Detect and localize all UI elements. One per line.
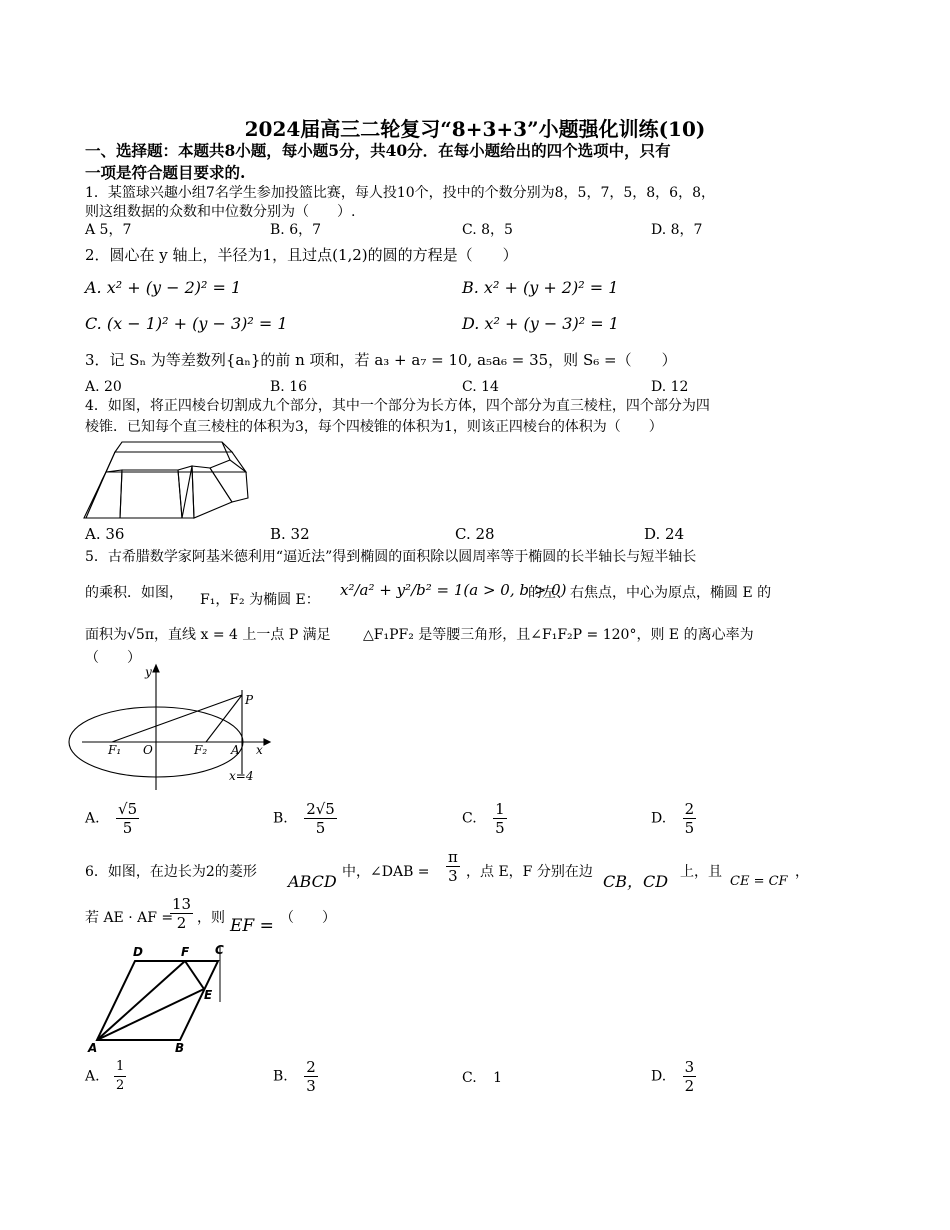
q6-sides: CB，CD <box>603 872 669 891</box>
rhombus-figure <box>85 942 235 1057</box>
q6-option-c-letter: C. <box>462 1070 477 1086</box>
q5-option-b-den: 5 <box>315 819 326 837</box>
q5-option-c-letter: C. <box>462 810 477 827</box>
q6-option-d-num: 3 <box>684 1058 695 1076</box>
q6-rhombus-name: ABCD <box>288 872 337 891</box>
q2-stem: 2．圆心在 y 轴上，半径为1，且过点(1,2)的圆的方程是（ ） <box>85 246 518 264</box>
segment-ae <box>97 989 204 1040</box>
q3-option-b[interactable]: B. 16 <box>270 379 308 395</box>
q6-stem-line2a: 若 AE · AF = <box>85 910 174 926</box>
q1-option-b[interactable]: B. 6，7 <box>270 222 322 238</box>
label-x: x <box>256 743 263 757</box>
q4-stem-line2: 棱锥．已知每个直三棱柱的体积为3，每个四棱锥的体积为1，则该正四棱台的体积为（ ） <box>85 419 663 435</box>
q5-option-b[interactable] <box>273 800 337 837</box>
q6-ef: EF = <box>230 916 274 936</box>
q6-stem-line1a: 6．如图，在边长为2的菱形 <box>85 864 257 880</box>
q3-stem: 3．记 Sₙ 为等差数列{aₙ}的前 n 项和，若 a₃ + a₇ = 10, a₅a₆ = 35，则 S₆ =（ ） <box>85 351 677 369</box>
section-header-line1: 一、选择题：本题共8小题，每小题5分，共40分．在每小题给出的四个选项中，只有 <box>85 141 671 160</box>
label-c: C <box>215 943 224 957</box>
q5-stem-line3b: △F₁PF₂ 是等腰三角形，且∠F₁F₂P = 120°，则 E 的离心率为 <box>363 627 754 643</box>
q6-stem-line1d: ，点 E，F 分别在边 <box>466 864 593 880</box>
q6-option-a-den: 2 <box>116 1078 125 1093</box>
frustum-front-prism <box>120 470 182 518</box>
frustum-left-edge <box>86 472 106 518</box>
label-x-equals-4: x=4 <box>229 769 254 783</box>
segment-fe <box>185 961 204 989</box>
q5-ellipse-equation: x²/a² + y²/b² = 1(a > 0, b > 0) <box>340 581 567 599</box>
q6-angle-num: π <box>448 848 458 866</box>
q1-option-c[interactable]: C. 8，5 <box>462 222 513 238</box>
q4-option-b[interactable]: B. 32 <box>270 525 310 543</box>
label-y: y <box>145 665 152 679</box>
label-e: E <box>204 988 213 1002</box>
frustum-mid-pyramid <box>178 466 194 518</box>
q2-option-c[interactable]: C. (x − 1)² + (y − 3)² = 1 <box>85 314 288 333</box>
q6-option-b-num: 2 <box>306 1058 316 1076</box>
q5-option-d-num: 2 <box>684 800 695 818</box>
label-d: D <box>133 945 143 959</box>
frustum-figure <box>82 440 252 525</box>
q6-angle-den: 3 <box>448 867 458 885</box>
q6-condition: CE = CF <box>730 874 788 889</box>
q6-option-c-value: 1 <box>493 1070 503 1086</box>
q4-option-d[interactable]: D. 24 <box>644 525 685 543</box>
q5-option-c-den: 5 <box>495 819 505 837</box>
q3-option-c[interactable]: C. 14 <box>462 379 499 395</box>
q5-stem-line4: （ ） <box>85 650 141 666</box>
ellipse-figure <box>82 662 272 794</box>
q5-option-a-den: 5 <box>122 819 133 837</box>
q5-option-c-num: 1 <box>495 800 505 818</box>
q1-stem-line2: 则这组数据的众数和中位数分别为（ ）. <box>85 204 356 220</box>
q5-stem-line1: 5．古希腊数学家阿基米德利用“逼近法”得到椭圆的面积除以圆周率等于椭圆的长半轴长与短半轴长 <box>85 549 697 565</box>
q6-option-b-den: 3 <box>306 1077 316 1095</box>
q6-option-d-letter: D. <box>651 1068 667 1085</box>
q5-stem-line3a: 面积为√5π，直线 x = 4 上一点 P 满足 <box>85 627 331 643</box>
q4-option-c[interactable]: C. 28 <box>455 525 495 543</box>
q2-option-b[interactable]: B. x² + (y + 2)² = 1 <box>462 278 619 297</box>
q6-stem-line1h: ， <box>795 864 809 880</box>
q5-option-d-den: 5 <box>684 819 695 837</box>
q4-stem-line1: 4．如图，将正四棱台切割成九个部分，其中一个部分为长方体，四个部分为直三棱柱，四个部分为四 <box>85 398 710 414</box>
q6-stem-line2b: ，则 <box>197 910 225 926</box>
q6-option-b-letter: B. <box>273 1068 288 1085</box>
q6-dot-den: 2 <box>176 914 187 932</box>
segment-af <box>97 961 185 1040</box>
label-a: A <box>88 1041 98 1055</box>
q6-option-a-num: 1 <box>114 1058 126 1077</box>
frustum-top-face <box>115 442 232 452</box>
q6-stem-line1f: 上，且 <box>680 864 722 880</box>
label-o: O <box>143 743 153 757</box>
page-title: 2024届高三二轮复习“8+3+3”小题强化训练(10) <box>244 117 706 141</box>
q5-option-a-letter: A. <box>85 810 100 827</box>
q5-option-b-num: 2√5 <box>306 800 335 818</box>
label-f2: F₂ <box>194 743 208 757</box>
q5-option-a[interactable] <box>85 800 139 837</box>
q5-option-a-num: √5 <box>118 800 138 818</box>
label-f: F <box>181 945 190 959</box>
q2-option-a[interactable]: A. x² + (y − 2)² = 1 <box>85 278 242 297</box>
q5-stem-line2b: F₁，F₂ 为椭圆 E： <box>200 592 320 608</box>
q6-option-d[interactable] <box>651 1058 696 1095</box>
q2-option-d[interactable]: D. x² + (y − 3)² = 1 <box>462 314 619 333</box>
q1-option-a[interactable]: A 5，7 <box>85 222 132 238</box>
label-a: A <box>231 743 240 757</box>
q6-option-a[interactable] <box>85 1058 126 1095</box>
q5-option-d[interactable] <box>651 800 696 837</box>
q6-stem-line1c: 中，∠DAB = <box>342 864 430 880</box>
q6-option-b[interactable] <box>273 1058 318 1095</box>
y-axis-arrow <box>153 665 159 672</box>
q1-option-d[interactable]: D. 8，7 <box>651 222 703 238</box>
rhombus-abcd <box>97 961 218 1040</box>
q6-option-c[interactable] <box>462 1068 502 1088</box>
q5-option-d-letter: D. <box>651 810 667 827</box>
q6-option-d-den: 2 <box>684 1077 695 1095</box>
q6-dot-num: 13 <box>172 895 192 913</box>
label-b: B <box>175 1041 185 1055</box>
label-f1: F₁ <box>108 743 122 757</box>
q6-stem-line2d: （ ） <box>280 910 336 926</box>
q1-stem-line1: 1．某篮球兴趣小组7名学生参加投篮比赛，每人投10个，投中的个数分别为8，5，7，5，8，6，8， <box>85 185 715 201</box>
q5-option-c[interactable] <box>462 800 507 837</box>
q3-option-d[interactable]: D. 12 <box>651 379 689 395</box>
q5-stem-line2a: 的乘积．如图， <box>85 585 183 601</box>
x-axis-arrow <box>264 739 270 745</box>
q6-option-a-letter: A. <box>85 1068 100 1085</box>
segment-f1-p <box>112 695 242 742</box>
q4-option-a[interactable]: A. 36 <box>85 525 125 543</box>
section-header-line2: 一项是符合题目要求的. <box>85 163 246 182</box>
q5-option-b-letter: B. <box>273 810 288 827</box>
q5-stem-line2d: 的左、右焦点，中心为原点，椭圆 E 的 <box>528 585 772 601</box>
q3-option-a[interactable]: A. 20 <box>85 379 122 395</box>
label-p: P <box>245 693 254 707</box>
